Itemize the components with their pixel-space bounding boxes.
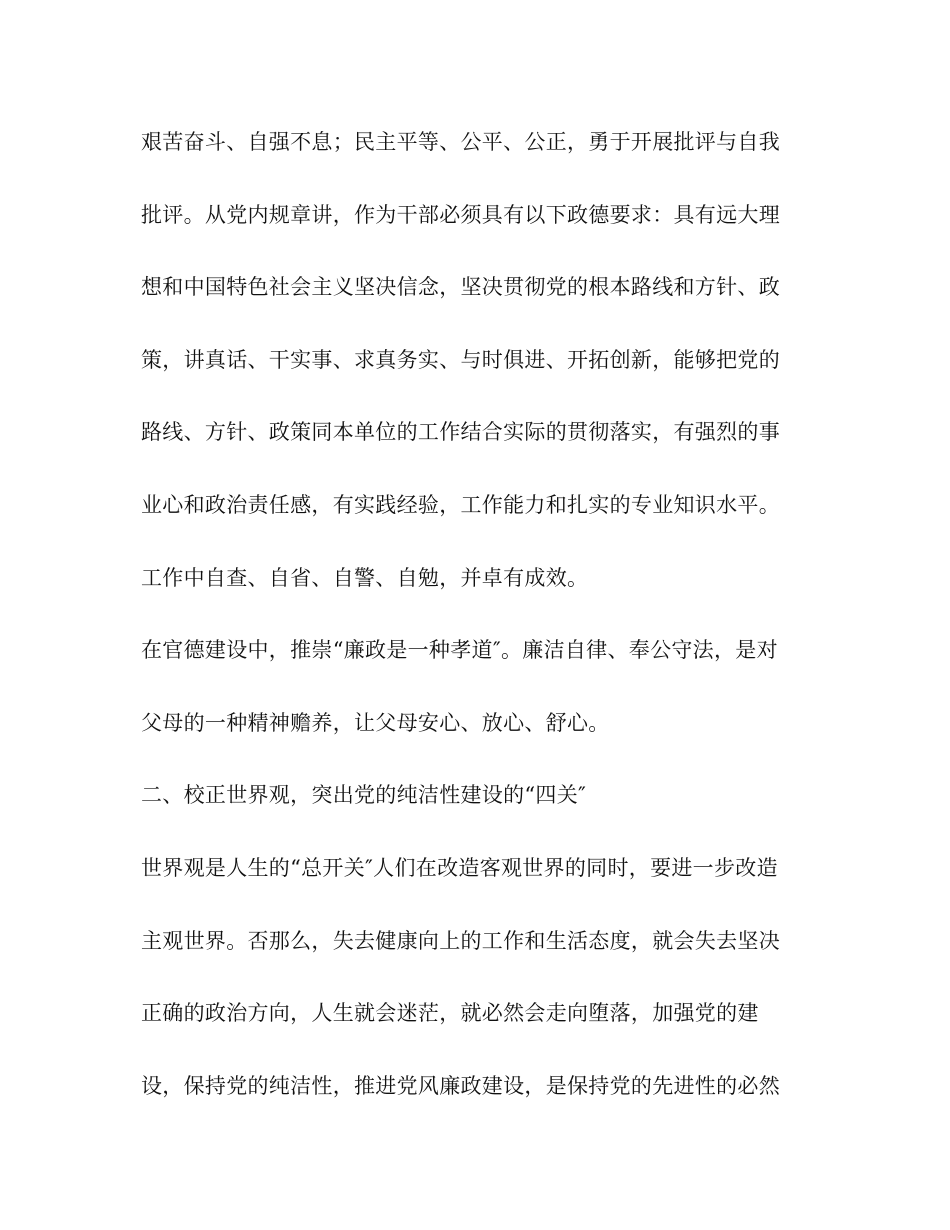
paragraph-line: 业心和政治责任感，有实践经验，工作能力和扎实的专业知识水平。: [141, 493, 780, 517]
paragraph-line: 想和中国特色社会主义坚决信念，坚决贯彻党的根本路线和方针、政: [141, 275, 780, 299]
paragraph-line: 世界观是人生的“总开关″人们在改造客观世界的同时，要进一步改造: [141, 856, 778, 880]
paragraph-line: 在官德建设中，推崇“廉政是一种孝道″。廉洁自律、奉公守法，是对: [141, 638, 778, 662]
paragraph-line: 路线、方针、政策同本单位的工作结合实际的贯彻落实，有强烈的事: [141, 420, 780, 444]
paragraph-line: 策，讲真话、干实事、求真务实、与时俱进、开拓创新，能够把党的: [141, 348, 780, 372]
paragraph-line: 正确的政治方向，人生就会迷茫，就必然会走向堕落，加强党的建: [141, 1001, 759, 1025]
section-heading: 二、校正世界观，突出党的纯洁性建设的“四关″: [141, 783, 587, 807]
paragraph-line: 艰苦奋斗、自强不息；民主平等、公平、公正，勇于开展批评与自我: [141, 130, 780, 154]
paragraph-line: 工作中自查、自省、自警、自勉，并卓有成效。: [141, 566, 589, 590]
paragraph-line: 主观世界。否那么，失去健康向上的工作和生活态度，就会失去坚决: [141, 929, 780, 953]
paragraph-line: 批评。从党内规章讲，作为干部必须具有以下政德要求：具有远大理: [141, 203, 780, 227]
paragraph-line: 父母的一种精神赡养，让父母安心、放心、舒心。: [141, 711, 610, 735]
paragraph-line: 设，保持党的纯洁性，推进党风廉政建设，是保持党的先进性的必然: [141, 1074, 780, 1098]
